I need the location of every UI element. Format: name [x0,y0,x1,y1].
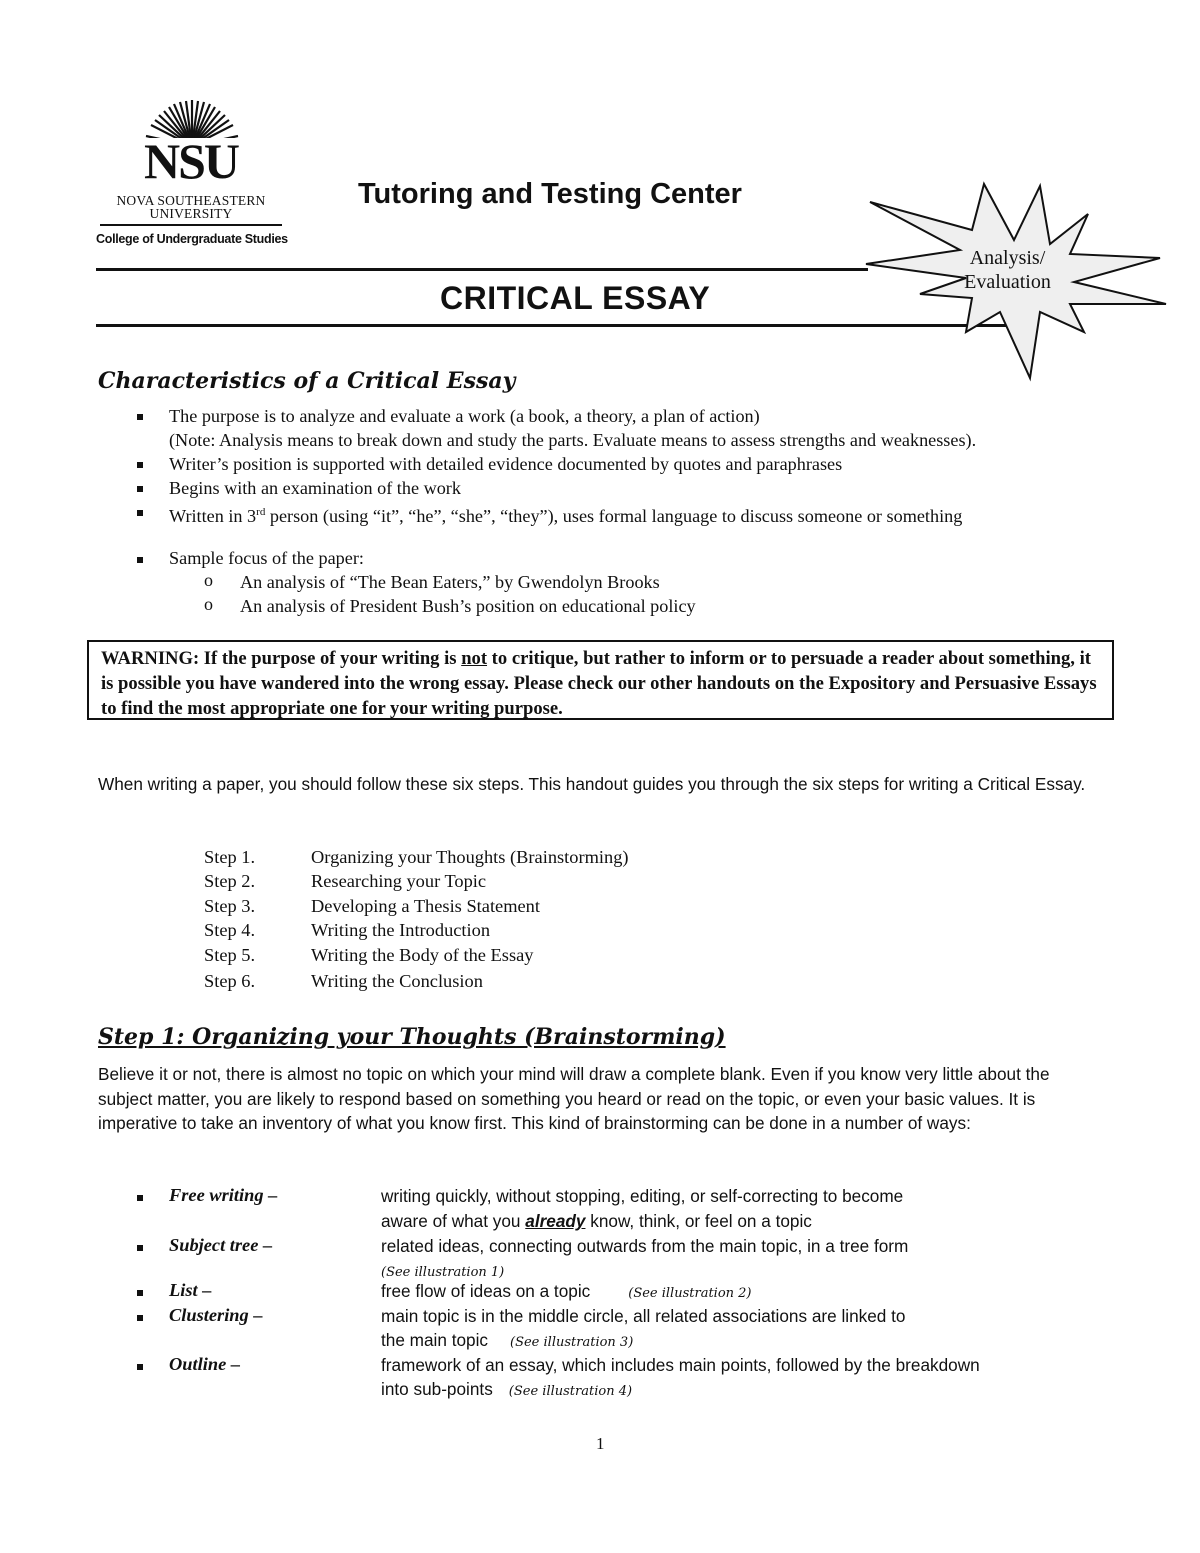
step-label: Organizing your Thoughts (Brainstorming) [311,847,629,867]
method-term: Outline – [169,1354,241,1374]
bullet-icon [137,510,143,516]
method-term: List – [169,1280,212,1300]
characteristic-item-third-person [169,500,962,528]
sample-focus-label: Sample focus of the paper: [169,548,364,568]
bullet-icon [137,1364,143,1370]
bullet-icon [137,486,143,492]
step-number: Step 6. [204,971,256,991]
bullet-icon [137,1245,143,1251]
warning-before: WARNING: If the purpose of your writing is [101,648,462,669]
free-writing-emphasis: already [525,1211,586,1231]
warning-emphasis: not [461,648,488,669]
step-number: Step 3. [204,896,256,916]
sub-bullet-icon: o [204,594,213,614]
page-number: 1 [596,1434,605,1453]
free-writing-before: aware of what you [381,1211,526,1231]
method-term: Subject tree – [169,1235,273,1255]
method-term: Free writing – [169,1185,278,1205]
logo-college: College of Undergraduate Studies [96,232,288,246]
characteristic-note: (Note: Analysis means to break down and study the parts. Evaluate means to assess strengths and weaknesses). [169,430,977,450]
see-illustration: (See illustration 2) [628,1286,752,1301]
warning-box [87,640,1114,720]
step-label: Writing the Conclusion [311,971,483,991]
characteristic-item: The purpose is to analyze and evaluate a work (a book, a theory, a plan of action) [169,406,760,426]
method-definition: main topic is in the middle circle, all related associations are linked to [381,1306,906,1326]
see-illustration: (See illustration 4) [508,1384,633,1399]
method-definition [381,1330,633,1351]
step1-heading: Step 1: Organizing your Thoughts (Brainstorming) [98,1024,726,1050]
bullet-icon [137,1315,143,1321]
bullet-icon [137,414,143,420]
sample-focus-item: An analysis of President Bush’s position on educational policy [240,596,696,616]
method-definition [381,1211,812,1232]
characteristics-heading: Characteristics of a Critical Essay [98,368,516,394]
clustering-line2: the main topic [381,1330,489,1350]
method-term: Clustering – [169,1305,263,1325]
intro-paragraph: When writing a paper, you should follow these six steps. This handout guides you through the six steps for writing a Critical Essay. [98,774,1086,794]
bullet-icon [137,557,143,563]
starburst-line1: Analysis/ [969,247,1046,269]
method-definition: framework of an essay, which includes main points, followed by the breakdown [381,1355,980,1375]
method-definition [381,1281,752,1302]
method-definition: writing quickly, without stopping, editing, or self-correcting to become [381,1186,904,1206]
sub-bullet-icon: o [204,570,213,590]
document-title: CRITICAL ESSAY [440,280,711,316]
free-writing-after: know, think, or feel on a topic [585,1211,812,1231]
step-label: Writing the Introduction [311,920,491,940]
bullet-icon [137,1290,143,1296]
nsu-logo [96,98,296,248]
method-illustration-ref [381,1260,504,1281]
starburst-line2: Evaluation [964,271,1051,293]
bullet-icon [137,462,143,468]
warning-after: to critique, but rather to inform or to persuade a reader about something, it is possible you have wandered into the wrong essay. Please check our other handouts on the Expository and Persuasive Essays to find the most appropriate one for your writing purpose. [101,648,1097,719]
center-title: Tutoring and Testing Center [358,178,742,210]
list-line1: free flow of ideas on a topic [381,1281,591,1301]
characteristic-item: Writer’s position is supported with detailed evidence documented by quotes and paraphrases [169,454,843,474]
step-label: Developing a Thesis Statement [311,896,540,916]
characteristic-item: Begins with an examination of the work [169,478,461,498]
step-number: Step 4. [204,920,256,940]
logo-abbr: NSU [143,133,239,189]
logo-university-line2: UNIVERSITY [149,206,233,221]
logo-university-line1: NOVA SOUTHEASTERN [116,193,266,208]
starburst-label [930,246,1085,294]
bullet-icon [137,1195,143,1201]
outline-line2: into sub-points [381,1379,493,1399]
step1-paragraph: Believe it or not, there is almost no topic on which your mind will draw a complete blank. Even if you know very little about the subject matter, you are likely to respond based on something you heard or read on the topic, or even your basic values. It is imperative to take an inventory of what you know first. This kind of brainstorming can be done in a number of ways: [98,1064,1050,1133]
step-number: Step 5. [204,945,256,965]
see-illustration: (See illustration 1) [381,1265,505,1280]
logo-university [96,194,286,220]
sample-focus-item: An analysis of “The Bean Eaters,” by Gwendolyn Brooks [240,572,660,592]
top-rule [96,268,868,271]
see-illustration: (See illustration 3) [510,1335,634,1350]
method-definition [381,1379,632,1400]
third-person-after: person (using “it”, “he”, “she”, “they”), uses formal language to discuss someone or something [265,506,963,527]
step-label: Writing the Body of the Essay [311,945,534,965]
logo-divider [100,224,282,226]
warning-text [101,646,1101,721]
step-number: Step 2. [204,871,256,891]
step-label: Researching your Topic [311,871,487,891]
third-person-before: Written in 3 [169,506,257,527]
method-definition: related ideas, connecting outwards from the main topic, in a tree form [381,1236,909,1256]
step-number: Step 1. [204,847,256,867]
third-person-sup: rd [256,506,266,518]
